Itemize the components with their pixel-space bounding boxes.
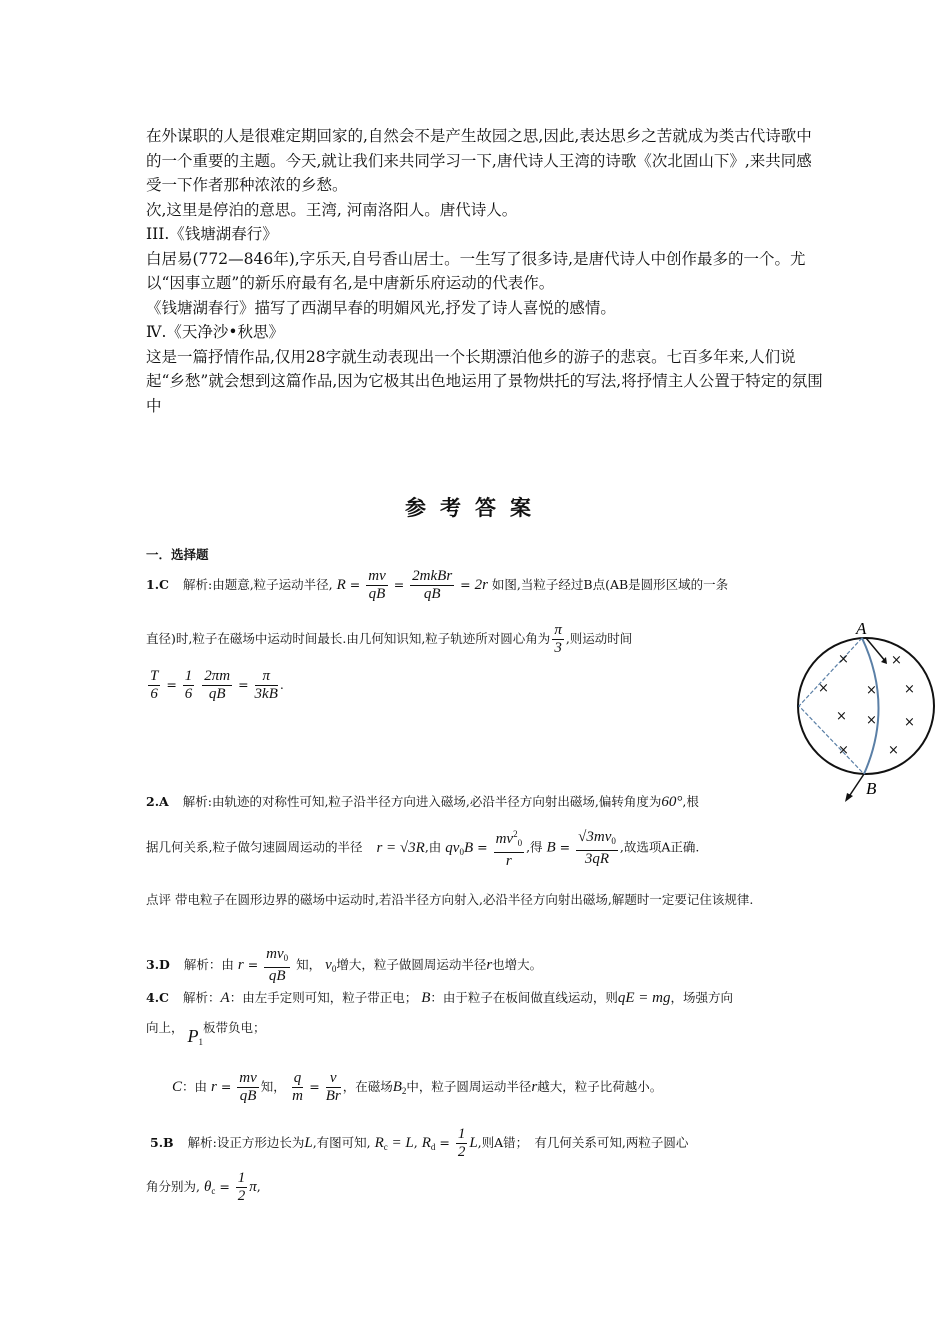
answer-number: 3.D [146, 957, 170, 972]
answer-text: 增大，粒子做圆周运动半径 [336, 957, 487, 972]
answer-2-note: 点评 带电粒子在圆形边界的磁场中运动时,若沿半径方向射入,必沿半径方向射出磁场,解题时一定要记住该规律. [146, 892, 754, 907]
answer-text: ,由 [424, 839, 442, 855]
page-title: 参考答案 [405, 495, 545, 520]
svg-text:×: × [836, 709, 847, 724]
answer-text: 解析：由 [183, 957, 234, 972]
answer-2-line2: 据几何关系,粒子做匀速圆周运动的半径 r = √3R,由 $qv_0B$ = $\frac{mv^2_0}{r}$ ,得 B = $\frac{√3mv_0}{3qR}$ ,故选项A正确. [146, 826, 826, 870]
answer-text: ,有图可知, [312, 1135, 371, 1150]
answer-text: ：由左手定则可知，粒子带正电； [229, 990, 418, 1005]
answer-text: 也增大。 [492, 957, 543, 972]
answer-text: 向上， [146, 1020, 184, 1035]
answer-2-line1 [146, 792, 826, 812]
answer-text: 据几何关系,粒子做匀速圆周运动的半径 [146, 839, 363, 855]
answer-text: ：由于粒子在板间做直线运动，则 [430, 990, 618, 1005]
intro-paragraph: 白居易(772—846年),字乐天,自号香山居士。一生写了很多诗,是唐代诗人中创作最多的一个。尤以“因事立题”的新乐府最有名,是中唐新乐府运动的代表作。 [146, 249, 806, 292]
answer-number: 5.B [150, 1135, 174, 1150]
answer-text: ：由 [182, 1079, 208, 1094]
svg-text:×: × [818, 681, 829, 696]
answer-text: ，在磁场 [342, 1079, 393, 1094]
answer-text: ，场强方向 [670, 990, 734, 1005]
svg-text:×: × [891, 653, 902, 668]
intro-heading: III.《钱塘湖春行》 [146, 225, 278, 243]
radius-lines [799, 638, 864, 774]
intro-paragraph: 在外谋职的人是很难定期回家的,自然会不是产生故园之思,因此,表达思乡之苦就成为类古代诗歌中的一个重要的主题。今天,就让我们来共同学习一下,唐代诗人王湾的诗歌《次北固山下》,来共同感受一下作者那种浓浓的乡愁。 [146, 127, 812, 194]
magnetic-field-diagram [790, 620, 940, 805]
intro-heading: Ⅳ.《天净沙•秋思》 [146, 323, 285, 341]
answer-text: 解析： [183, 990, 221, 1005]
svg-text:×: × [904, 682, 915, 697]
answer-text: ,根 [682, 794, 699, 809]
svg-text:×: × [866, 683, 877, 698]
answer-text: 解析:设正方形边长为 [187, 1135, 305, 1150]
intro-text [146, 124, 826, 418]
answer-text: 知， [296, 957, 322, 972]
velocity-arrow-b [848, 774, 864, 798]
answer-1-line1: 1.C 解析:由题意,粒子运动半径, R = $\frac{mv}{qB}$ = $\frac{\text{2mkBr}}{qB}$ = 2r 如图,当粒子经过B点(AB是圆形区域的一条 [146, 568, 729, 602]
answer-text: 越大，粒子比荷越小。 [537, 1079, 663, 1094]
field-cross-markers [818, 652, 915, 758]
answer-4-line1: 4.C 解析：A：由左手定则可知，粒子带正电； B：由于粒子在板间做直线运动，则qE = mg，场强方向 [146, 990, 734, 1006]
deflection-angle: 60° [661, 794, 683, 810]
svg-text:×: × [888, 743, 899, 758]
point-a-label: A [856, 620, 867, 638]
answer-text: ,得 [526, 839, 543, 855]
answer-text: 中，粒子圆周运动半径 [406, 1079, 532, 1094]
answer-1-line2: 直径)时,粒子在磁场中运动时间最长.由几何知识知,粒子轨迹所对圆心角为 $\frac{\pi}{3}$ ,则运动时间 [146, 622, 633, 656]
section-heading: 一．选择题 [146, 547, 209, 562]
answer-5-line2: 角分别为, $\theta_c$ = $\frac{1}{2}$ π, [146, 1170, 261, 1204]
answer-number: 1.C [146, 577, 169, 592]
answer-text: ,故选项A正确. [619, 839, 700, 855]
particle-track [862, 638, 879, 774]
answer-text: 角分别为, [146, 1179, 200, 1194]
answer-4-line3: C：由 r = $\frac{mv}{qB}$ 知， $\frac{q}{m}$ = $\frac{v}{Br}$ ，在磁场$B_2$中，粒子圆周运动半径r越大，粒子比荷越小。 [172, 1070, 663, 1104]
answer-text: ,则A错； 有几何关系可知,两粒子圆心 [477, 1135, 689, 1150]
answer-text: 解析:由题意,粒子运动半径, [183, 577, 333, 592]
answer-4-line2: 向上， $P_1$板带负电； [146, 1020, 266, 1047]
svg-text:×: × [904, 715, 915, 730]
answer-text: 解析:由轨迹的对称性可知,粒子沿半径方向进入磁场,必沿半径方向射出磁场,偏转角度为 [182, 794, 662, 809]
answer-number: 4.C [146, 990, 169, 1005]
velocity-arrow-a [866, 638, 886, 662]
field-boundary-circle [798, 638, 934, 774]
answer-text: 知， [260, 1079, 286, 1094]
svg-text:×: × [838, 652, 849, 667]
point-b-label: B [866, 779, 877, 798]
answer-3: 3.D 解析：由 r = $\frac{mv_0}{qB}$ 知， $v_0$增大，粒子做圆周运动半径r也增大。 [146, 946, 543, 984]
intro-paragraph: 次,这里是停泊的意思。王湾, 河南洛阳人。唐代诗人。 [146, 200, 518, 219]
answer-text: ,则运动时间 [565, 631, 633, 646]
intro-paragraph: 这是一篇抒情作品,仅用28字就生动表现出一个长期漂泊他乡的游子的悲哀。七百多年来,人们说起“乡愁”就会想到这篇作品,因为它极其出色地运用了景物烘托的写法,将抒情主人公置于特定的氛围中 [146, 347, 823, 415]
answer-1-formula: $\frac{T}{6}$ = $\frac{1}{6}$ $\frac{2\pi m}{qB}$ = $\frac{\pi}{3kB}$ . [150, 668, 284, 702]
answer-text: 板带负电； [203, 1020, 266, 1035]
svg-text:×: × [866, 713, 877, 728]
answer-text: 直径)时,粒子在磁场中运动时间最长.由几何知识知,粒子轨迹所对圆心角为 [146, 631, 551, 646]
answer-text: 如图,当粒子经过B点(AB是圆形区域的一条 [491, 577, 729, 592]
answer-number: 2.A [146, 794, 169, 809]
intro-paragraph: 《钱塘湖春行》描写了西湖早春的明媚风光,抒发了诗人喜悦的感情。 [146, 298, 616, 317]
svg-text:×: × [838, 743, 849, 758]
answer-5-line1: 5.B 解析:设正方形边长为L,有图可知, $R_c = L$, $R_d$ = $\frac{1}{2}$ L,则A错； 有几何关系可知,两粒子圆心 [150, 1126, 689, 1160]
